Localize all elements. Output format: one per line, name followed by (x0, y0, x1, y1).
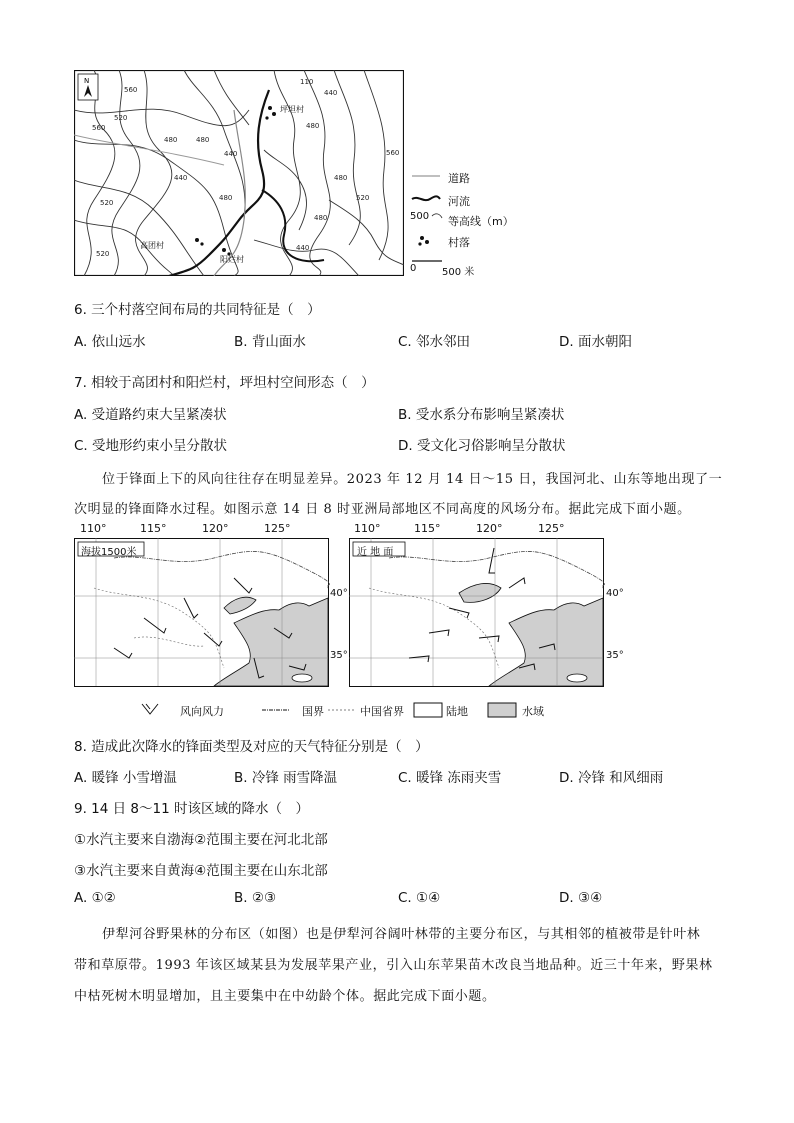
legend-contour-value: 500 (410, 211, 430, 222)
legend-land: 陆地 (446, 705, 468, 718)
q7-option-c[interactable]: C. 受地形约束小呈分散状 (74, 438, 228, 454)
left-wind-map (74, 538, 330, 687)
contour-label: 480 (219, 194, 233, 202)
contour-label: 520 (114, 114, 128, 122)
q9-stem: 9. 14 日 8～11 时该区域的降水（ ） (74, 801, 309, 817)
q6-stem: 6. 三个村落空间布局的共同特征是（ ） (74, 302, 321, 318)
q7-option-d[interactable]: D. 受文化习俗影响呈分散状 (398, 438, 566, 454)
north-label: N (84, 77, 90, 85)
contour-label: 480 (334, 174, 348, 182)
legend-village: 村落 (448, 236, 470, 249)
topo-map (74, 70, 404, 276)
q8-option-b[interactable]: B. 冷锋 雨雪降温 (234, 770, 338, 786)
q8-stem: 8. 造成此次降水的锋面类型及对应的天气特征分别是（ ） (74, 739, 429, 755)
q8-option-a[interactable]: A. 暖锋 小雪增温 (74, 770, 177, 786)
contour-label: 110 (300, 78, 314, 86)
q6-option-c[interactable]: C. 邻水邻田 (398, 334, 471, 350)
q9-option-c[interactable]: C. ①④ (398, 890, 441, 906)
contour-label: 560 (386, 149, 400, 157)
legend-road: 道路 (448, 172, 470, 185)
lon-tick: 115° (414, 522, 441, 535)
contour-label: 560 (124, 86, 138, 94)
contour-label: 440 (174, 174, 188, 182)
legend-contour: 等高线（m） (448, 215, 514, 228)
right-wind-map (349, 538, 605, 687)
contour-label: 440 (324, 89, 338, 97)
lat-tick: 40° (606, 588, 624, 599)
contour-label: 520 (96, 250, 110, 258)
wind-barb-symbol (142, 704, 158, 714)
q6-option-d[interactable]: D. 面水朝阳 (559, 334, 632, 350)
contour-label: 520 (356, 194, 370, 202)
legend-national-border: 国界 (302, 705, 324, 718)
contour-label: 480 (314, 214, 328, 222)
passage2-line3: 中枯死树木明显增加，且主要集中在中幼龄个体。据此完成下面小题。 (74, 989, 496, 1004)
contour-label: 480 (306, 122, 320, 130)
q7-option-b[interactable]: B. 受水系分布影响呈紧凑状 (398, 407, 565, 423)
lat-tick: 35° (330, 650, 348, 661)
q7-stem: 7. 相较于高团村和阳烂村，坪坦村空间形态（ ） (74, 375, 375, 391)
legend-water: 水域 (522, 705, 544, 718)
topo-map-svg (74, 70, 404, 276)
village-symbol (418, 236, 429, 246)
wind-maps (74, 522, 634, 722)
passage2-line1: 伊犁河谷野果林的分布区（如图）也是伊犁河谷阔叶林带的主要分布区，与其相邻的植被带是针叶林 (102, 927, 701, 942)
passage2-line2: 带和草原带。1993 年该区域某县为发展苹果产业，引入山东苹果苗木改良当地品种。近三十年来，野果林 (74, 958, 713, 973)
lon-tick: 120° (476, 522, 503, 535)
contour-label: 440 (296, 244, 310, 252)
lon-tick: 110° (80, 522, 107, 535)
legend-province-border: 中国省界 (360, 705, 404, 718)
q8-option-c[interactable]: C. 暖锋 冻雨夹雪 (398, 770, 502, 786)
contour-symbol (432, 214, 442, 218)
passage1-line1: 位于锋面上下的风向往往存在明显差异。2023 年 12 月 14 日～15 日，我国河北、山东等地出现了一 (102, 472, 723, 487)
topo-legend (410, 168, 520, 278)
lat-tick: 40° (330, 588, 348, 599)
q9-option-a[interactable]: A. ①② (74, 890, 116, 906)
lon-tick: 120° (202, 522, 229, 535)
land-symbol (414, 703, 442, 717)
contour-label: 480 (196, 136, 210, 144)
scale-text: 500 米 (442, 267, 475, 278)
village-pingtan: 坪坦村 (280, 105, 304, 114)
passage1-line2: 次明显的锋面降水过程。如图示意 14 日 8 时亚洲局部地区不同高度的风场分布。据此完成下面小题。 (74, 502, 691, 517)
contour-label: 560 (92, 124, 106, 132)
q7-option-a[interactable]: A. 受道路约束大呈紧凑状 (74, 407, 227, 423)
contour-label: 440 (224, 150, 238, 158)
village-yanglan: 阳烂村 (220, 255, 244, 264)
lon-tick: 125° (538, 522, 565, 535)
q6-option-a[interactable]: A. 依山远水 (74, 334, 146, 350)
village-gaotuan: 高团村 (140, 241, 164, 250)
lon-tick: 110° (354, 522, 381, 535)
legend-river: 河流 (448, 195, 470, 208)
q9-statement-line2: ③水汽主要来自黄海④范围主要在山东北部 (74, 863, 328, 879)
right-map-title: 近 地 面 (357, 547, 394, 558)
q9-option-b[interactable]: B. ②③ (234, 890, 277, 906)
lon-tick: 125° (264, 522, 291, 535)
left-map-title: 海拔1500米 (81, 547, 137, 558)
contour-label: 520 (100, 199, 114, 207)
q8-option-d[interactable]: D. 冷锋 和风细雨 (559, 770, 664, 786)
legend-wind: 风向风力 (180, 705, 224, 718)
q9-statement-line1: ①水汽主要来自渤海②范围主要在河北北部 (74, 832, 328, 848)
water-symbol (488, 703, 516, 717)
lat-tick: 35° (606, 650, 624, 661)
lon-tick: 115° (140, 522, 167, 535)
q6-option-b[interactable]: B. 背山面水 (234, 334, 306, 350)
q9-option-d[interactable]: D. ③④ (559, 890, 603, 906)
wind-maps-svg (74, 538, 634, 688)
scale-zero: 0 (410, 263, 417, 274)
contour-label: 480 (164, 136, 178, 144)
river-symbol (412, 196, 440, 200)
